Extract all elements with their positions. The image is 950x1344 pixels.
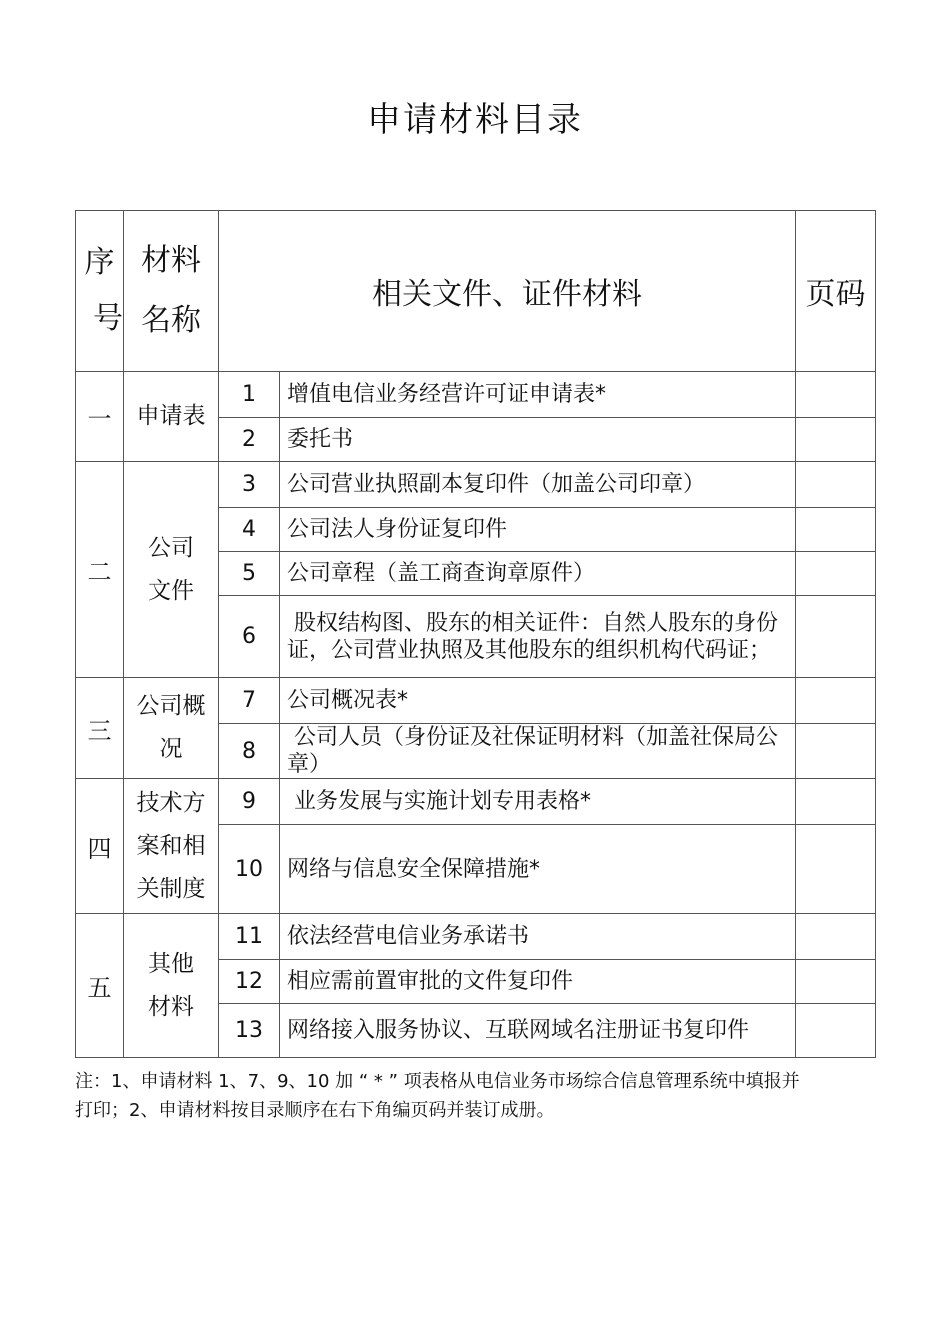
item-number: 8: [219, 724, 280, 779]
item-description: 公司法人身份证复印件: [280, 508, 796, 552]
header-material-name: 材料 名称: [124, 211, 219, 372]
document-title: 申请材料目录: [367, 100, 583, 140]
category-name: [124, 678, 219, 779]
header-seq: 序 号: [76, 211, 124, 372]
category-number: 一: [76, 372, 124, 462]
category-name: [124, 372, 219, 462]
footnote-line-2: 打印；2、申请材料按目录顺序在右下角编页码并装订成册。: [75, 1100, 555, 1121]
table-row: [76, 914, 876, 960]
item-description: 增值电信业务经营许可证申请表*: [280, 372, 796, 418]
item-description: 公司概况表*: [280, 678, 796, 724]
category-name: [124, 779, 219, 914]
category-name-line: 其他: [148, 950, 194, 977]
item-number: 2: [219, 418, 280, 462]
category-number: 二: [76, 462, 124, 678]
item-number: 9: [219, 779, 280, 825]
category-number: 四: [76, 779, 124, 914]
item-description: 依法经营电信业务承诺书: [280, 914, 796, 960]
item-number: 12: [219, 960, 280, 1004]
item-description: 网络与信息安全保障措施*: [280, 825, 796, 914]
item-description: 业务发展与实施计划专用表格*: [280, 779, 796, 825]
category-name-line: 案和相: [136, 832, 206, 859]
item-number: 1: [219, 372, 280, 418]
table-row: [76, 372, 876, 418]
category-number: 五: [76, 914, 124, 1058]
item-description: 公司营业执照副本复印件（加盖公司印章）: [280, 462, 796, 508]
item-number: 5: [219, 552, 280, 596]
category-name-line: 公司概: [136, 693, 206, 719]
item-description: 网络接入服务协议、互联网域名注册证书复印件: [280, 1004, 796, 1058]
item-page-number: [796, 462, 876, 508]
footnote: [75, 1067, 875, 1125]
item-page-number: [796, 418, 876, 462]
table-row: [76, 779, 876, 825]
item-number: 4: [219, 508, 280, 552]
item-page-number: [796, 1004, 876, 1058]
table-row: [76, 678, 876, 724]
item-description: 委托书: [280, 418, 796, 462]
header-related-docs: 相关文件、证件材料: [219, 211, 796, 372]
item-page-number: [796, 508, 876, 552]
header-page-number: 页码: [796, 211, 876, 372]
item-page-number: [796, 552, 876, 596]
item-description: 股权结构图、股东的相关证件：自然人股东的身份证，公司营业执照及其他股东的组织机构代码证；: [280, 596, 796, 678]
item-description: 相应需前置审批的文件复印件: [280, 960, 796, 1004]
item-number: 10: [219, 825, 280, 914]
category-name-line: 公司: [148, 534, 194, 561]
item-number: 13: [219, 1004, 280, 1058]
category-name: [124, 462, 219, 678]
item-page-number: [796, 960, 876, 1004]
item-number: 3: [219, 462, 280, 508]
item-page-number: [796, 914, 876, 960]
category-name-line: 关制度: [136, 875, 206, 902]
materials-table: [75, 210, 876, 1058]
category-name-line: 材料: [148, 993, 194, 1020]
item-number: 11: [219, 914, 280, 960]
category-name-line: 技术方: [136, 789, 206, 816]
item-page-number: [796, 825, 876, 914]
table-row: [76, 462, 876, 508]
table-header-row: [76, 211, 876, 372]
category-name-line: 申请表: [136, 403, 206, 429]
item-page-number: [796, 372, 876, 418]
item-number: 6: [219, 596, 280, 678]
item-page-number: [796, 596, 876, 678]
item-page-number: [796, 724, 876, 779]
footnote-line-1: 注：1、申请材料 1、7、9、10 加 “ * ” 项表格从电信业务市场综合信息管理系统中填报并: [75, 1071, 800, 1092]
category-name-line: 况: [159, 736, 183, 762]
item-description: 公司章程（盖工商查询章原件）: [280, 552, 796, 596]
item-page-number: [796, 779, 876, 825]
category-name-line: 文件: [148, 577, 194, 604]
item-number: 7: [219, 678, 280, 724]
category-number: 三: [76, 678, 124, 779]
category-name: [124, 914, 219, 1058]
table-body: [76, 372, 876, 1058]
item-page-number: [796, 678, 876, 724]
item-description: 公司人员（身份证及社保证明材料（加盖社保局公章）: [280, 724, 796, 779]
